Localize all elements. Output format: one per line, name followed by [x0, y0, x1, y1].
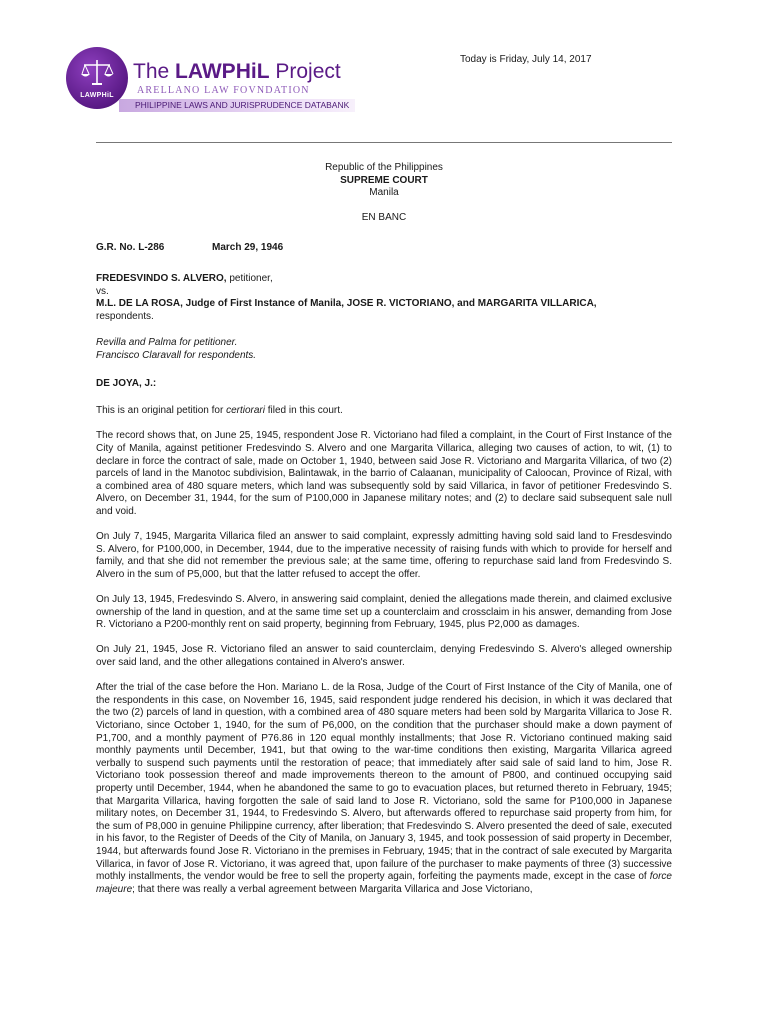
p6-italic: force majeure — [96, 871, 672, 895]
p1-italic: certiorari — [226, 405, 265, 417]
foundation-name: ARELLANO LAW FOVNDATION — [137, 85, 310, 96]
versus: vs. — [96, 285, 109, 297]
petitioner-name: FREDESVINDO S. ALVERO, — [96, 272, 227, 284]
site-header — [0, 0, 768, 130]
court-name: SUPREME COURT — [340, 174, 428, 186]
paragraph-5: On July 21, 1945, Jose R. Victoriano filed an answer to said counterclaim, denying Fredesvindo S. Alvero's alleged ownership over said land, and the other allegations contained in Alvero's answer. — [96, 644, 672, 668]
databank-label: PHILIPPINE LAWS AND JURISPRUDENCE DATABANK — [135, 100, 350, 110]
p1-text-end: filed in this court. — [264, 405, 343, 417]
p6-text: After the trial of the case before the Hon. Mariano L. de la Rosa, Judge of the Court of First Instance of the City of Manila, one of the respondents in this case, on November 16, 1945, said respondent judge rendered his decision, in which it was declared that the two (2) parcels of land in question, with a combined area of 480 square meters had been sold by Margarita Villarica to Jose R. Victoriano, since October 1, 1940, for the sum of P6,000, on the condition that the purchaser should make a down payment of P1,700, and a monthly payment of P76.86 in 120 equal monthly installments; that Jose R. Victoriano continued making said monthly payments until December, 1941, but that owing to the war-time conditions then existing, Margarita Villarica agreed verbally to suspend such payments until the restoration of peace; that immediately after said sale of said land to him, Jose R. Victoriano took possession thereof and made improvements thereon to the amount of P800, and continued occupying said property until December, 1944, when he abandoned the same to go to evacuation places, but returned thereto in February, 1945; that Margarita Villarica, having forgotten the sale of said land to Jose R. Victoriano, sold the same for P100,000 in Japanese military notes, on December 31, 1944, to Fredesvindo S. Alvero, but afterwards offered to repurchase said property from him, for the sum of P8,000 in genuine Philippine currency, after liberation; that Fredesvindo S. Alvero presented the deed of sale, executed in his favor, to the Register of Deeds of the City of Manila, on January 3, 1945, and took possession of said property in December, 1944, but afterwards found Jose R. Victoriano in the premises in February, 1945; that in the contract of sale executed by Margarita Villarica, in favor of Jose R. Victoriano, it was agreed that, upon failure of the purchaser to make payments of three (3) successive mothly installments, the vendor would be free to sell the property again, forfeiting the payments made, except in the case of — [96, 682, 672, 883]
header-divider — [96, 142, 672, 143]
parties — [96, 273, 672, 323]
decision-document — [96, 162, 672, 909]
respondents-role: respondents. — [96, 310, 154, 322]
decision-date: March 29, 1946 — [212, 242, 284, 254]
paragraph-6 — [96, 682, 672, 896]
case-number-line — [96, 242, 672, 255]
court-caption — [96, 162, 672, 224]
paragraph-2: The record shows that, on June 25, 1945, respondent Jose R. Victoriano had filed a complaint, in the Court of First Instance of the City of Manila, against petitioner Fredesvindo S. Alvero and one Margarita Villarica, alleging two causes of action, to wit, (1) to declare in force the contract of sale, made on October 1, 1940, between said Jose R. Victoriano and Margarita Villarica, of two (2) parcels of land in the Manotoc subdivision, Balintawak, in the barrio of Calaanan, municipality of Caloocan, Province of Rizal, with a combined area of 480 square meters, which land was subsequently sold by said Villarica, in favor of petitioner Fredesvindo S. Alvero, on December 31, 1944, for the sum of P100,000 in Japanese military notes; and (2) to declare said subsequent sale null and void. — [96, 430, 672, 517]
court-city: Manila — [369, 187, 399, 199]
site-title-project: Project — [275, 60, 341, 83]
site-title-the: The — [133, 60, 170, 83]
paragraph-1 — [96, 405, 672, 418]
paragraph-3: On July 7, 1945, Margarita Villarica filed an answer to said complaint, expressly admitting having sold said land to Fresdesvindo S. Alvero, for P100,000, in December, 1944, due to the imperative necessity of raising funds with which to provide for herself and family, and that she did not remember the previous sale; at the same time, offering to repurchase said land from Fredesvindo S. Alvero in the sum of P5,000, but that the latter refused to accept the offer. — [96, 531, 672, 580]
petitioner-role: petitioner, — [226, 272, 273, 284]
ponente: DE JOYA, J.: — [96, 377, 157, 389]
scales-of-justice-icon — [80, 58, 114, 88]
current-date: Today is Friday, July 14, 2017 — [460, 54, 592, 65]
counsel-respondents: Francisco Claravall for respondents. — [96, 349, 257, 361]
paragraph-4: On July 13, 1945, Fredesvindo S. Alvero, in answering said complaint, denied the allegations made therein, and claimed exclusive ownership of the land in question, and at the same time set up a counterclaim and crossclaim in his answer, demanding from Jose R. Victoriano a P200-monthly rent on said property, beginning from February, 1945, plus P2,000 as damages. — [96, 594, 672, 631]
division-label: EN BANC — [361, 211, 407, 223]
p6-text-end: ; that there was really a verbal agreement between Margarita Villarica and Jose Victoriano, — [132, 883, 533, 895]
counsel-list — [96, 337, 672, 362]
republic-line: Republic of the Philippines — [325, 162, 443, 173]
gr-number: G.R. No. L-286 — [96, 242, 165, 254]
respondents-names: M.L. DE LA ROSA, Judge of First Instance of Manila, JOSE R. VICTORIANO, and MARGARITA VILLARICA, — [96, 298, 597, 310]
logo-badge-text: LAWPHiL — [80, 92, 114, 99]
site-title-lawphil: LAWPHiL — [175, 60, 270, 83]
counsel-petitioner: Revilla and Palma for petitioner. — [96, 337, 238, 349]
p1-text: This is an original petition for — [96, 405, 227, 417]
site-title[interactable] — [133, 60, 341, 84]
